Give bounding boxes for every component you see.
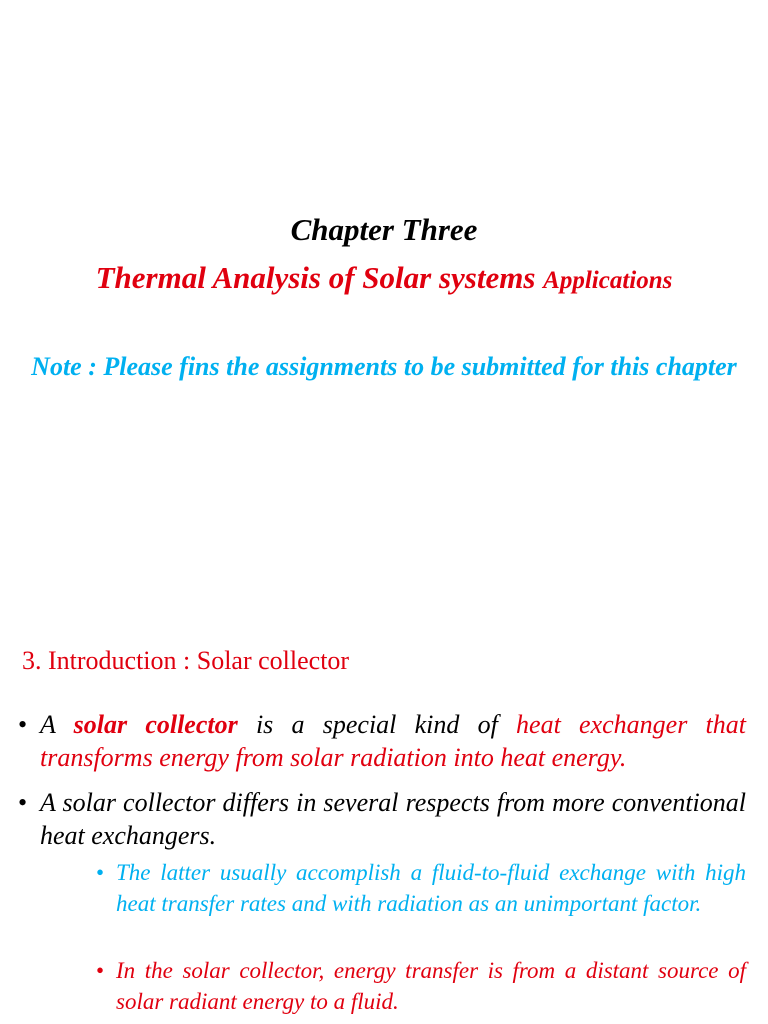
bullet-marker: • xyxy=(18,710,28,739)
introduction-slide xyxy=(0,590,768,1024)
chapter-title: Chapter Three xyxy=(290,212,478,247)
section-heading: 3. Introduction : Solar collector xyxy=(22,646,350,675)
bullet1-text-heat-exchanger: heat exchanger that transforms energy from solar radiation into heat energy. xyxy=(40,710,746,772)
bullet1-term-solar-collector: solar collector xyxy=(73,710,238,739)
sub-bullet1-text: The latter usually accomplish a fluid-to-fluid exchange with high heat transfer rates and with radiation as an unimportant factor. xyxy=(116,860,746,916)
sub-bullet-conventional-exchangers xyxy=(96,857,746,919)
sub-bullet-marker: • xyxy=(96,860,105,885)
chapter-subtitle-small: Applications xyxy=(543,267,673,294)
assignment-note: Note : Please fins the assignments to be submitted for this chapter xyxy=(31,352,737,381)
bullet1-text-a: A xyxy=(40,710,74,739)
bullet-solar-collector-definition xyxy=(18,708,746,774)
bullet1-text-b: is a special kind of xyxy=(237,710,517,739)
bullet-collector-differences xyxy=(18,786,746,852)
bullet2-text: A solar collector differs in several respects from more conventional heat exchangers. xyxy=(40,788,746,850)
bullet-marker: • xyxy=(18,788,28,817)
sub-bullet-marker: • xyxy=(96,958,105,983)
sub-bullet-solar-energy-transfer xyxy=(96,955,746,1017)
sub-bullet2-text: In the solar collector, energy transfer is from a distant source of solar radiant energy to a fluid. xyxy=(116,958,746,1014)
chapter-subtitle xyxy=(0,260,768,296)
chapter-subtitle-main: Thermal Analysis of Solar systems xyxy=(95,260,536,295)
